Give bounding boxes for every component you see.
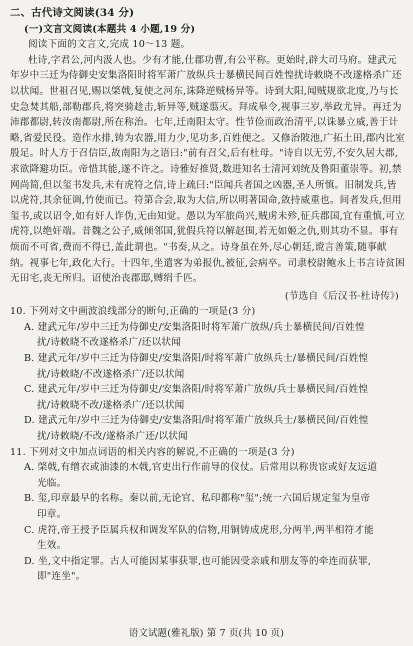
option-text: 建武元年/岁中三迁为侍御史/安集洛阳/时将军萧广放纵兵士/暴横民间/百姓惶 [37,353,369,365]
option-text: 建武元年/岁中三迁为侍御史/安集洛阳时将军萧广放纵/兵士暴横民间/百姓惶 [37,321,365,333]
option-text: 玺,印章最早的名称。秦以前,无论官、私印都称"玺";统一六国后规定玺为皇帝 [37,493,371,505]
question-11-option-c [24,523,405,539]
option-label: B. [24,353,35,365]
option-text: 棨戟,有缯衣或油漆的木戟,官吏出行作前导的仪仗。后常用以称贵宦或好友远道 [37,462,378,474]
question-10 [10,304,405,444]
question-10-option-a-cont: 扰/诗敕晓不改遂格杀广/还以状闻 [37,337,181,349]
option-text: 坐,文中指定罪。古人可能因某事获罪,也可能因受亲戚和朋友等的牵连而获罪, [38,555,372,567]
question-11-stem: 11. 下列对文中加点词语的相关内容的解说,不正确的一项是(3 分) [10,446,295,458]
instruction-text: 阅读下面的文言文,完成 10～13 题。 [28,39,191,51]
option-label: A. [24,462,35,474]
question-10-option-d-cont: 扰/诗敕晓/不改/遂格杀广还/以状闻 [37,431,188,443]
option-label: D. [24,555,35,567]
option-text: 虎符,帝王授予臣属兵权和调发军队的信物,用铜铸成虎形,分两半,两半相符才能 [37,524,374,536]
page-footer: 语文试题(雅礼版) 第 7 页(共 10 页) [128,628,285,639]
option-text: 建武元年/岁中三迁为侍御史/安集洛阳/时将军萧广放纵/兵士暴横民间/百姓惶 [37,384,369,396]
subsection-title: (一)文言文阅读(本题共 4 小题,19 分) [24,23,196,35]
question-10-option-c [24,382,405,398]
question-10-option-b [24,351,405,367]
question-10-option-c-cont: 扰/诗敕晓不改/遂格杀广/还以状闻 [37,399,185,411]
question-10-option-b-cont: 扰/诗敕晓/不改遂格杀广/还以状闻 [37,368,185,380]
option-label: B. [24,493,35,505]
option-text: 建武元年/岁中三迁为侍御史/安集洛阳/时将军萧广放纵兵士/暴横民间/百姓惶 [38,415,369,427]
question-10-option-d [24,413,405,429]
question-11-option-a-cont: 光临。 [37,477,67,489]
question-10-stem: 10. 下列对文中画波浪线部分的断句,正确的一项是(3 分) [10,306,256,318]
question-11-option-d-cont: 即"连坐"。 [37,571,86,583]
question-11-option-a [24,460,405,476]
classical-passage: 杜诗,字君公,河内汲人也。少有才能,仕郡功曹,有公平称。更始时,辟大司马府。建武元年岁中三迁为侍御史安集洛阳时将军萧广放纵兵士暴横民间百姓惶扰诗敕晓不改遂格杀广还以状闻。世祖召见,赐以棨戟,复使之河东,诛降逆贼杨异等。诗到大阳,闻贼规欲北度,乃与长史急焚其船,部勒郡兵,将突骑趁击,斩异等,贼遂翦灭。拜成皋令,视事三岁,举政尤异。再迁为沛郡都尉,转汝南都尉,所在称治。七年,迁南阳太守。性节俭而政治清平,以诛暴立威,善于计略,省爱民役。造作水排,铸为农器,用力少,见功多,百姓便之。又修治陂池,广拓土田,郡内比室殷足。时人方于召信臣,故南阳为之语曰:"前有召父,后有杜母。"诗自以无劳,不安久居大郡,求欲降避功臣。帝惜其能,遂不许之。诗雅好推贤,数进知名士清河刘统及鲁阳董崇等。初,禁网尚简,但以玺书发兵,未有虎符之信,诗上疏曰:"臣闻兵者国之凶器,圣人所慎。旧制发兵,皆以虎符,其余征调,竹使而已。符第合会,取为大信,所以明著国命,敛持威重也。间者发兵,但用玺书,或以诏令,如有奸人诈伪,无由知觉。愚以为军旅尚兴,贼虏未殄,征兵郡国,宜有重慎,可立虎符,以绝奸端。昔魏之公子,威倾邻国,犹假兵符以解赵围,若无如姬之仇,则其功不显。事有烦而不可省,费而不得已,盖此谓也。"书奏,从之。诗身虽在外,尽心朝廷,谠言善策,随事献纳。视事七年,政化大行。十四年,坐遣客为弟报仇,被征,会病卒。司隶校尉鲍永上书言诗贫困无田宅,丧无所归。诏使治丧郡邸,赙绢千匹。 [10,54,405,285]
question-11-option-b [24,491,405,507]
question-11 [10,445,405,585]
option-label: D. [24,415,35,427]
option-label: A. [24,321,35,333]
option-label: C. [24,524,35,536]
question-11-option-c-cont: 生效。 [37,540,67,552]
question-10-option-a [24,320,405,336]
section-title: 二、古代诗文阅读(34 分) [10,7,135,19]
question-11-option-d [24,554,405,570]
option-label: C. [24,384,35,396]
question-11-option-b-cont: 印章。 [37,509,67,520]
passage-source: (节选自《后汉书·杜诗传》) [284,290,399,302]
